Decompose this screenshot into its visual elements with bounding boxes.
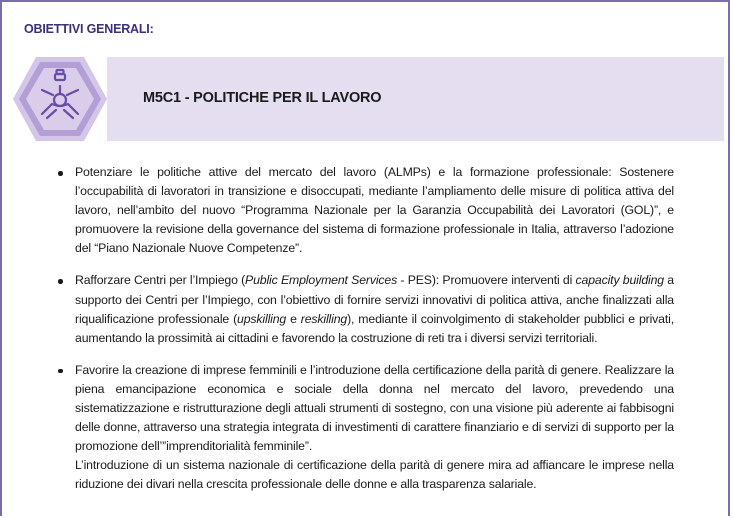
banner-hexagon <box>12 56 108 142</box>
list-item <box>58 163 674 258</box>
list-item-italic: capacity building <box>575 273 664 288</box>
list-item-italic: Public Employment Services <box>245 273 398 288</box>
list-item <box>58 271 674 347</box>
list-item-text <box>75 271 674 347</box>
list-item-text-part: Rafforzare Centri per l’Impiego ( <box>75 273 246 288</box>
objectives-list <box>58 163 674 508</box>
list-item-text-part: a supporto dei Centri per l’Impiego, con l’obiettivo di fornire servizi innovativi di politica attiva, anche finalizzati alla riqualificazione professionale ( <box>75 273 674 326</box>
list-item-text-part: e <box>286 311 301 326</box>
list-item-text <box>75 163 674 258</box>
list-item-text <box>75 361 674 456</box>
list-item-text <box>75 456 674 494</box>
list-item-text-part: Potenziare le politiche attive del mercato del lavoro (ALMPs) e la formazione professionale: Sostenere l’occupabilità di lavoratori in transizione e disoccupati, mediante l’ampliamento delle misure di politica attiva del lavoro, nell’ambito del nuovo “Programma Nazionale per la Garanzia Occupabilità dei Lavoratori (GOL)”, e promuovere la revisione della governance del sistema di formazione professionale in Italia, attraverso l’adozione del “Piano Nazionale Nuove Competenze”. <box>75 165 674 256</box>
list-item-text-part: - PES): Promuovere interventi di <box>397 273 576 288</box>
list-item <box>58 361 674 495</box>
list-item-text-part: L’introduzione di un sistema nazionale di certificazione della parità di genere mira ad affiancare le imprese nella riduzione dei divari nella crescita professionale delle donne e alla trasparenza salariale. <box>75 458 674 492</box>
list-item-italic: upskilling <box>237 311 287 326</box>
list-item-italic: reskilling <box>300 311 348 326</box>
list-item-text-part: ), mediante il coinvolgimento di stakeholder pubblici e privati, aumentando la prossimità ai cittadini e favorendo la costruzione di reti tra i diversi servizi territoriali. <box>75 311 674 345</box>
list-item-text-part: Favorire la creazione di imprese femminili e l’introduzione della certificazione della parità di genere. Realizzare la piena emancipazione economica e sociale della donna nel mercato del lavoro, prevedendo una sistematizzazione e ristrutturazione degli attuali strumenti di sostegno, con una visione più aderente ai fabbisogni delle donne, attraverso una strategia integrata di investimenti di carattere finanziario e di servizi di supporto per la promozione dell’”imprenditorialità femminile”. <box>75 362 674 454</box>
bullet-dot-icon <box>58 369 63 374</box>
bullet-dot-icon <box>58 171 63 176</box>
bullet-dot-icon <box>58 279 63 284</box>
banner-title: M5C1 - POLITICHE PER IL LAVORO <box>143 90 382 106</box>
section-title: OBIETTIVI GENERALI: <box>24 22 154 36</box>
